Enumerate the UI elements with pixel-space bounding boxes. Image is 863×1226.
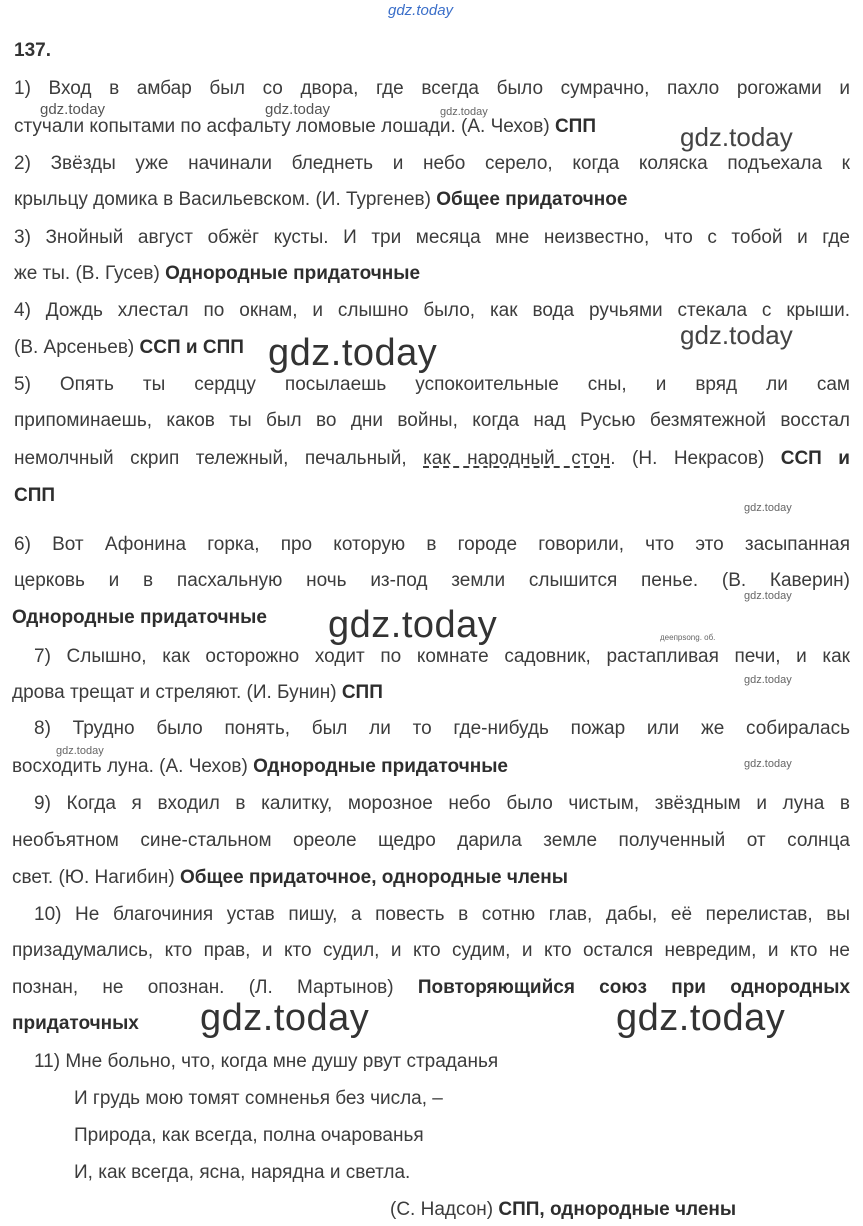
sentence-10-line-4: придаточных xyxy=(12,1013,139,1034)
sentence-3-line-1: 3) Знойный август обжёг кусты. И три месяца мне неизвестно, что с тобой и где xyxy=(14,227,850,248)
watermark: gdz.today xyxy=(56,745,104,757)
sentence-6-line-3: Однородные придаточные xyxy=(12,607,267,628)
sentence-9-line-3: свет. (Ю. Нагибин) Общее придаточное, однородные члены xyxy=(12,867,568,888)
sentence-4-line-2: (В. Арсеньев) ССП и СПП xyxy=(14,337,244,358)
sentence-11-line-4: И, как всегда, ясна, нарядна и светла. xyxy=(74,1162,411,1183)
sentence-7-line-2: дрова трещат и стреляют. (И. Бунин) СПП xyxy=(12,682,383,703)
sentence-11-line-2: И грудь мою томят сомненья без числа, – xyxy=(74,1088,443,1109)
sentence-1-line-1: 1) Вход в амбар был со двора, где всегда было сумрачно, пахло рогожами и xyxy=(14,78,850,99)
sentence-7-line-1: 7) Слышно, как осторожно ходит по комнате садовник, растапливая печи, и как xyxy=(34,646,850,667)
sentence-6-line-1: 6) Вот Афонина горка, про которую в городе говорили, что это засыпанная xyxy=(14,534,850,555)
sentence-2-line-2: крыльцу домика в Васильевском. (И. Тургенев) Общее придаточное xyxy=(14,189,628,210)
sentence-4-line-1: 4) Дождь хлестал по окнам, и слышно было, как вода ручьями стекала с крыши. xyxy=(14,300,850,321)
sentence-9-line-2: необъятном сине-стальном ореоле щедро дарила земле полученный от солнца xyxy=(12,830,850,851)
watermark: gdz.today xyxy=(440,106,488,118)
watermark-large: gdz.today xyxy=(616,997,786,1039)
sentence-10-line-1: 10) Не благочиния устав пишу, а повесть в сотню глав, дабы, её перелистав, вы xyxy=(34,904,850,925)
sentence-5-line-1: 5) Опять ты сердцу посылаешь успокоительные сны, и вряд ли сам xyxy=(14,374,850,395)
sentence-11-line-1: 11) Мне больно, что, когда мне душу рвут страданья xyxy=(34,1051,499,1072)
watermark-top: gdz.today xyxy=(388,2,454,19)
sentence-11-line-5: (С. Надсон) СПП, однородные члены xyxy=(390,1199,737,1220)
sentence-5-line-4: СПП xyxy=(14,485,56,506)
watermark: gdz.today xyxy=(680,122,793,152)
sentence-6-line-2: церковь и в пасхальную ночь из-под земли слышится пенье. (В. Каверин) xyxy=(14,570,850,591)
task-number: 137. xyxy=(14,40,51,61)
watermark-large: gdz.today xyxy=(328,604,498,646)
watermark: gdz.today xyxy=(40,101,106,118)
sentence-8-line-2: восходить луна. (А. Чехов) Однородные придаточные xyxy=(12,756,508,777)
watermark: gdz.today xyxy=(744,502,792,514)
watermark: gdz.today xyxy=(744,674,792,686)
watermark-large: gdz.today xyxy=(268,332,438,374)
sentence-5-line-2: припоминаешь, каков ты был во дни войны, когда над Русью безмятежной восстал xyxy=(14,410,850,431)
sentence-2-line-1: 2) Звёзды уже начинали бледнеть и небо серело, когда коляска подъехала к xyxy=(14,153,850,174)
sentence-9-line-1: 9) Когда я входил в калитку, морозное небо было чистым, звёздным и луна в xyxy=(34,793,850,814)
watermark: gdz.today xyxy=(265,101,331,118)
underlined-comparison: как народный стон xyxy=(423,448,611,469)
watermark: gdz.today xyxy=(680,320,793,350)
watermark-large: gdz.today xyxy=(200,997,370,1039)
sentence-5-line-3: немолчный скрип тележный, печальный, как народный стон. (Н. Некрасов) ССП и xyxy=(14,448,850,469)
sentence-10-line-2: призадумались, кто прав, и кто судил, и кто судим, и кто остался невредим, и кто не xyxy=(12,940,850,961)
watermark: gdz.today xyxy=(744,590,792,602)
sentence-1-line-2: стучали копытами по асфальту ломовые лошади. (А. Чехов) СПП xyxy=(14,116,596,137)
sentence-10-line-3: познан, не опознан. (Л. Мартынов) Повторяющийся союз при однородных xyxy=(12,977,851,998)
sentence-11-line-3: Природа, как всегда, полна очарованья xyxy=(74,1125,424,1146)
sentence-8-line-1: 8) Трудно было понять, был ли то где-нибудь пожар или же собиралась xyxy=(34,718,850,739)
watermark: gdz.today xyxy=(744,758,792,770)
sentence-3-line-2: же ты. (В. Гусев) Однородные придаточные xyxy=(14,263,421,284)
annotation-note: деепрsong. об. xyxy=(660,633,716,642)
